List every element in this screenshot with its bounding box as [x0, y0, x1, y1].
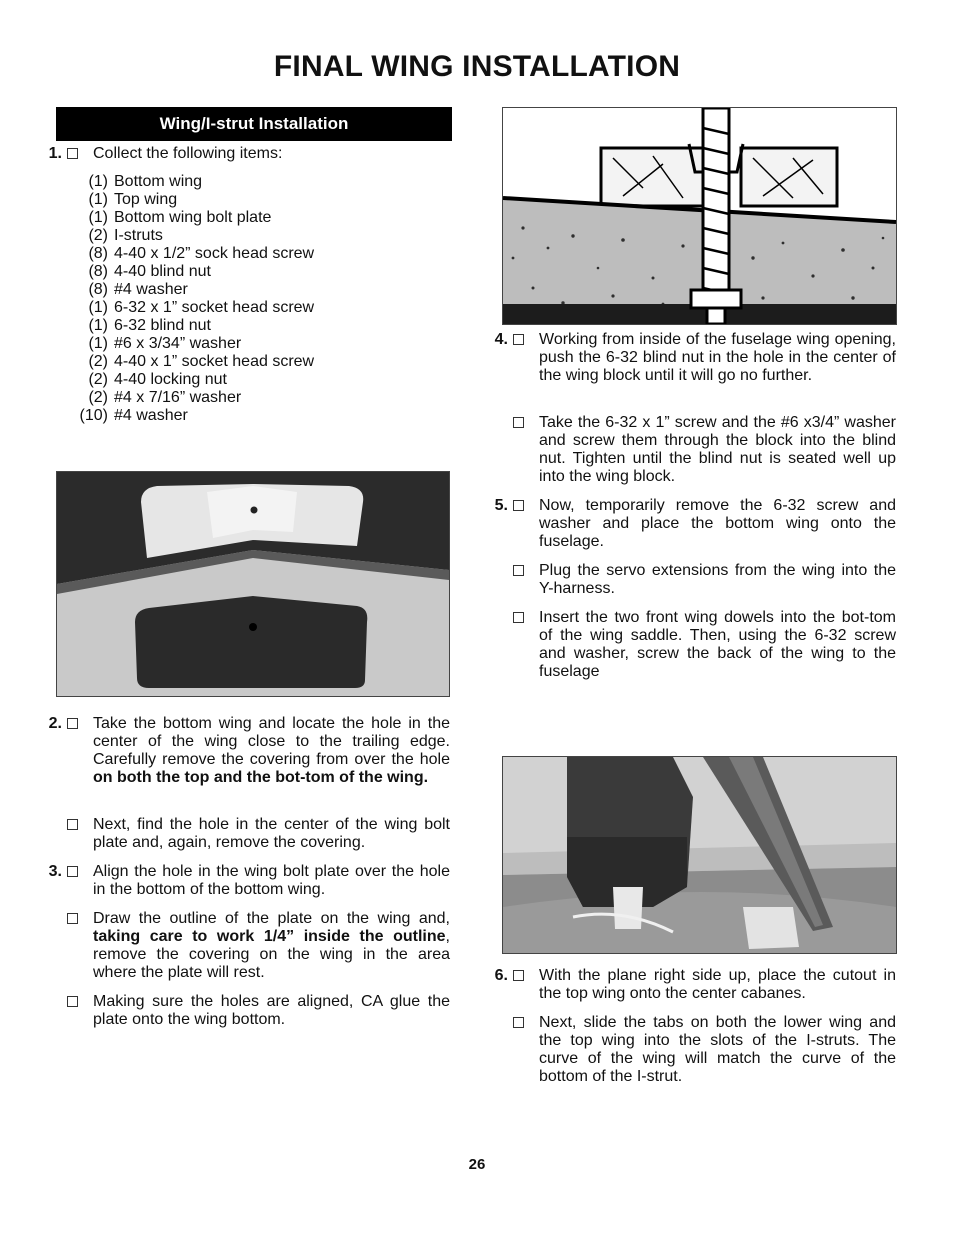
- step-number: 4.: [494, 331, 508, 348]
- step-5-sub: [482, 562, 898, 602]
- page-title: FINAL WING INSTALLATION: [273, 50, 681, 83]
- page-number: 26: [468, 1156, 486, 1173]
- step-text: Draw the outline of the plate on the wing and, taking care to work 1/4” inside the outline, remove the covering on the wing in the area where the plate will rest.: [93, 910, 450, 981]
- checkbox-icon: [513, 970, 524, 981]
- checkbox-icon: [67, 718, 78, 729]
- step-5-sub: [482, 609, 898, 685]
- wing-bolt-plate-photo: [56, 471, 450, 697]
- step-2: [36, 715, 452, 807]
- checkbox-icon: [513, 500, 524, 511]
- i-strut-photo: [502, 756, 897, 954]
- step-3: [36, 863, 452, 903]
- checkbox-icon: [67, 913, 78, 924]
- checkbox-icon: [513, 612, 524, 623]
- checkbox-icon: [67, 148, 78, 159]
- step-3-sub: [36, 910, 452, 986]
- step-2-sub: [36, 816, 452, 856]
- checkbox-icon: [513, 334, 524, 345]
- step-text: Next, slide the tabs on both the lower wing and the top wing into the slots of the I-struts. The curve of the wing will match the curve of the bottom of the I-strut.: [539, 1014, 896, 1085]
- step-number: 5.: [494, 497, 508, 514]
- step-1: [36, 145, 452, 165]
- checkbox-icon: [513, 417, 524, 428]
- step-text: Next, find the hole in the center of the wing bolt plate and, again, remove the covering.: [93, 816, 450, 851]
- step-text: With the plane right side up, place the cutout in the top wing onto the center cabanes.: [539, 967, 896, 1002]
- step-text: Take the bottom wing and locate the hole in the center of the wing close to the trailing edge. Carefully remove the covering from over the hole on both the top and the bot-tom of the wing.: [93, 715, 450, 786]
- step-4-sub: [482, 414, 898, 490]
- step-text: Insert the two front wing dowels into the bot-tom of the wing saddle. Then, using the 6-32 screw and washer, screw the back of the wing to the fuselage: [539, 609, 896, 680]
- checkbox-icon: [67, 819, 78, 830]
- checkbox-icon: [513, 565, 524, 576]
- wing-bolt-plate-illustration: [57, 472, 449, 696]
- step-4: [482, 331, 898, 407]
- step-6-sub: [482, 1014, 898, 1090]
- blind-nut-illustration: [502, 107, 897, 325]
- step-text: Take the 6-32 x 1” screw and the #6 x3/4” washer and screw them through the block into the blind nut. Tighten until the blind nut is seated well up into the wing block.: [539, 414, 896, 485]
- step-text: Collect the following items:: [93, 145, 283, 162]
- section-header-label: Wing/I-strut Installation: [159, 114, 349, 133]
- checkbox-icon: [67, 996, 78, 1007]
- step-6: [482, 967, 898, 1007]
- step-number: 6.: [494, 967, 508, 984]
- step-number: 2.: [48, 715, 62, 732]
- step-number: 1.: [48, 145, 62, 162]
- blind-nut-drawing: [503, 108, 896, 324]
- step-text: Now, temporarily remove the 6-32 screw and washer and place the bottom wing onto the fuselage.: [539, 497, 896, 550]
- step-text: Making sure the holes are aligned, CA glue the plate onto the wing bottom.: [93, 993, 450, 1028]
- step-number: 3.: [48, 863, 62, 880]
- checkbox-icon: [67, 866, 78, 877]
- step-5: [482, 497, 898, 555]
- checkbox-icon: [513, 1017, 524, 1028]
- section-header: [56, 107, 452, 141]
- step-3-sub: [36, 993, 452, 1033]
- step-text: Working from inside of the fuselage wing opening, push the 6-32 blind nut in the hole in the center of the wing block until it will go no further.: [539, 331, 896, 384]
- step-text: Plug the servo extensions from the wing into the Y-harness.: [539, 562, 896, 597]
- step-text: Align the hole in the wing bolt plate over the hole in the bottom of the bottom wing.: [93, 863, 450, 898]
- i-strut-illustration: [503, 757, 896, 953]
